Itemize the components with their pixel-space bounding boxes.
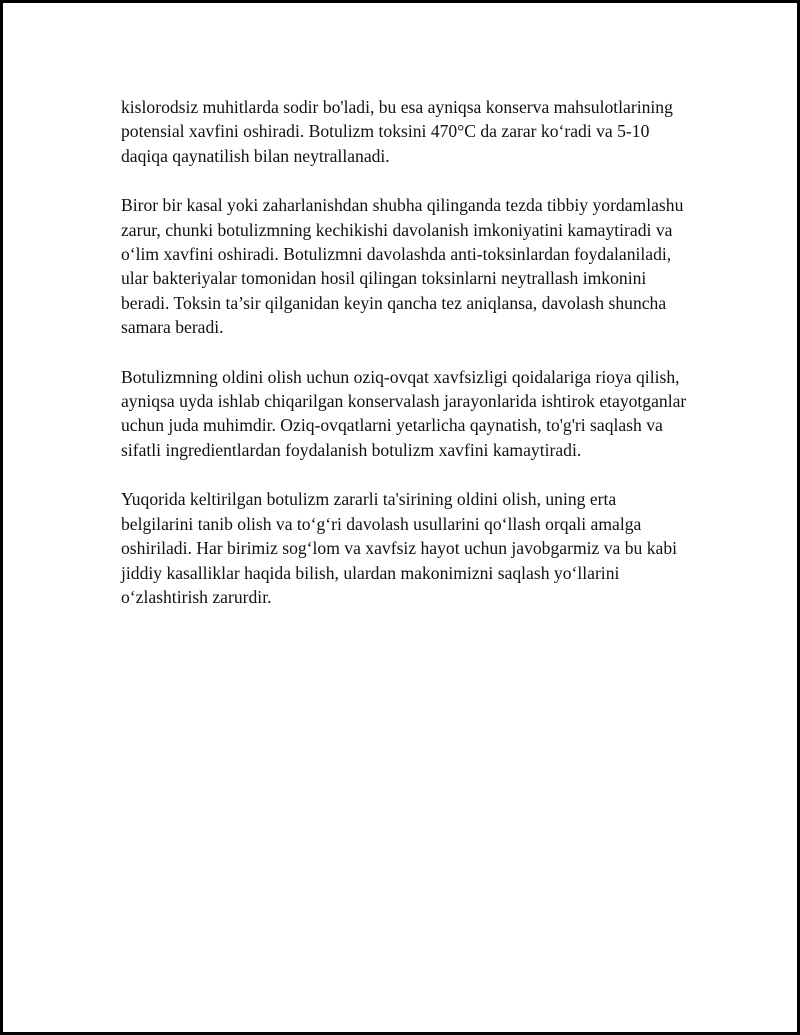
document-body <box>121 95 691 609</box>
paragraph-3: Botulizmning oldini olish uchun oziq-ovqat xavfsizligi qoidalariga rioya qilish, ayniqsa uyda ishlab chiqarilgan konservalash jarayonlarida ishtirok etayotganlar uchun juda muhimdir. Oziq-ovqatlarni yetarlicha qaynatish, to'g'ri saqlash va sifatli ingredientlardan foydalanish botulizm xavfini kamaytiradi. <box>121 366 687 460</box>
paragraph-4: Yuqorida keltirilgan botulizm zararli ta'sirining oldini olish, uning erta belgilarini tanib olish va to‘g‘ri davolash usullarini qo‘llash orqali amalga oshiriladi. Har birimiz sog‘lom va xavfsiz hayot uchun javobgarmiz va bu kabi jiddiy kasalliklar haqida bilish, ulardan makonimizni saqlash yo‘llarini o‘zlashtirish zarurdir. <box>121 489 678 607</box>
paragraph-2: Biror bir kasal yoki zaharlanishdan shubha qilinganda tezda tibbiy yordamlashu zarur, chunki botulizmning kechikishi davolanish imkoniyatini kamaytiradi va o‘lim xavfini oshiradi. Botulizmni davolashda anti-toksinlardan foydalaniladi, ular bakteriyalar tomonidan hosil qilingan toksinlarni neytrallash imkonini beradi. Toksin ta’sir qilganidan keyin qancha tez aniqlansa, davolash shuncha samara beradi. <box>121 195 684 338</box>
paragraph-1: kislorodsiz muhitlarda sodir bo'ladi, bu esa ayniqsa konserva mahsulotlarining potensial xavfini oshiradi. Botulizm toksini 470°C da zarar ko‘radi va 5-10 daqiqa qaynatilish bilan neytrallanadi. <box>121 97 673 166</box>
